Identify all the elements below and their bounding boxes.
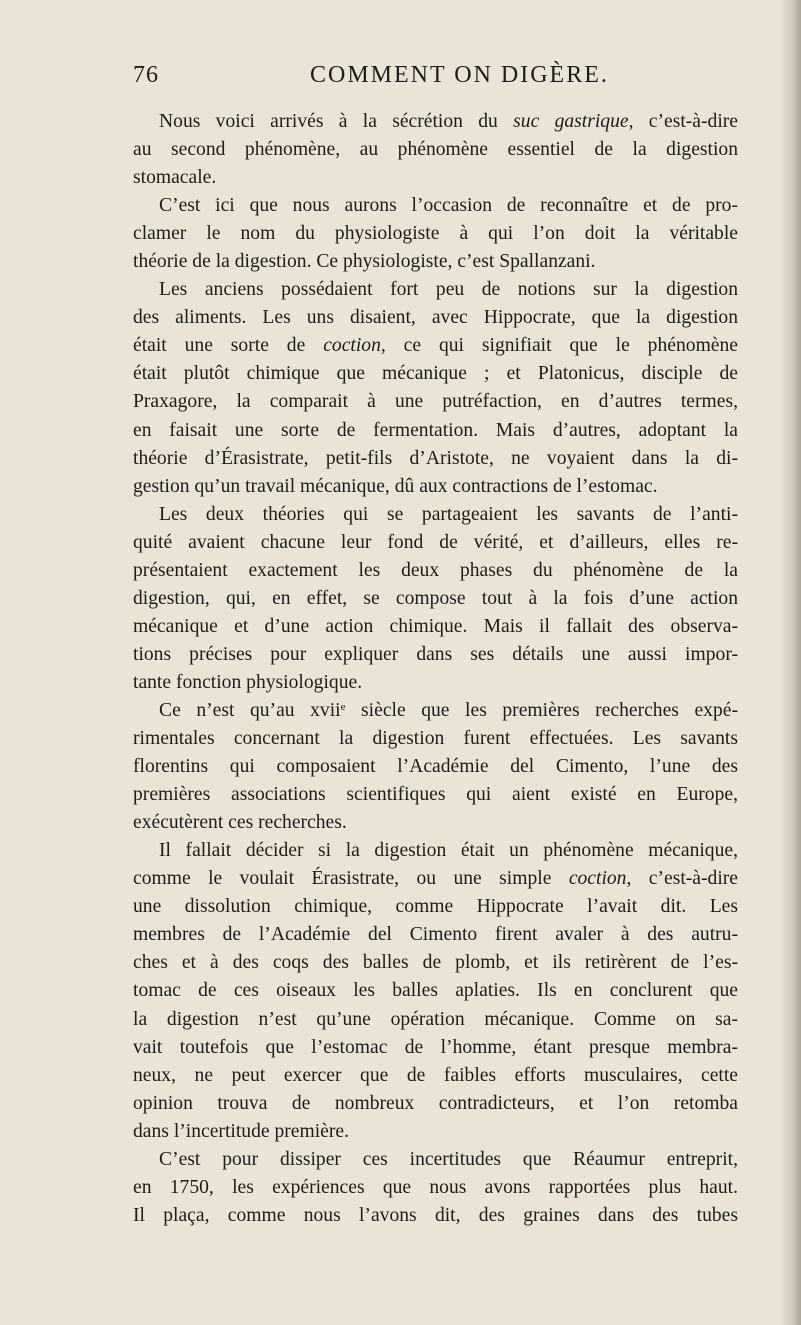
text-line: théorie de la digestion. Ce physiologiste, c’est Spallanzani. (133, 251, 596, 273)
text-line: au second phénomène, au phénomène essentiel de la digestion (133, 139, 738, 161)
text-line: une dissolution chimique, comme Hippocrate l’avait dit. Les (133, 896, 738, 918)
text-line: la digestion n’est qu’une opération mécanique. Comme on sa- (133, 1008, 738, 1030)
text-line: Les deux théories qui se partageaient les savants de l’anti- (159, 503, 738, 525)
text-line: théorie d’Érasistrate, petit-fils d’Aristote, ne voyaient dans la di- (133, 447, 738, 469)
text-line: présentaient exactement les deux phases du phénomène de la (133, 559, 738, 581)
text-line: neux, ne peut exercer que de faibles efforts musculaires, cette (133, 1064, 738, 1086)
text-line: tante fonction physiologique. (133, 671, 363, 693)
text-line: C’est pour dissiper ces incertitudes que Réaumur entreprit, (159, 1148, 738, 1170)
text-line: Il fallait décider si la digestion était un phénomène mécanique, (159, 840, 738, 862)
text-line: en 1750, les expériences que nous avons rapportées plus haut. (133, 1176, 738, 1198)
page-edge-shadow (779, 0, 801, 1325)
text-line: vait toutefois que l’estomac de l’homme, étant presque membra- (133, 1036, 738, 1058)
text-line: était une sorte de coction, ce qui signifiait que le phénomène (133, 335, 738, 357)
text-line: ches et à des coqs des balles de plomb, et ils retirèrent de l’es- (133, 952, 738, 974)
text-line: digestion, qui, en effet, se compose tout à la fois d’une action (133, 587, 738, 609)
text-line: rimentales concernant la digestion furent effectuées. Les savants (133, 728, 738, 750)
text-line: gestion qu’un travail mécanique, dû aux contractions de l’estomac. (133, 475, 658, 497)
text-line: C’est ici que nous aurons l’occasion de reconnaître et de pro- (159, 195, 738, 217)
text-line: tomac de ces oiseaux les balles aplaties. Ils en conclurent que (133, 980, 738, 1002)
page-number: 76 (133, 62, 159, 88)
text-line: Les anciens possédaient fort peu de notions sur la digestion (159, 279, 738, 301)
text-line: quité avaient chacune leur fond de vérité, et d’ailleurs, elles re- (133, 531, 738, 553)
text-line: en faisait une sorte de fermentation. Mais d’autres, adoptant la (133, 419, 738, 441)
text-line: était plutôt chimique que mécanique ; et Platonicus, disciple de (133, 363, 738, 385)
text-line: exécutèrent ces recherches. (133, 812, 347, 834)
text-line: mécanique et d’une action chimique. Mais il fallait des observa- (133, 615, 738, 637)
page-header (0, 62, 801, 98)
body-text (133, 108, 738, 1230)
text-line: Praxagore, la comparait à une putréfaction, en d’autres termes, (133, 391, 738, 413)
text-line: tions précises pour expliquer dans ses détails une aussi impor- (133, 643, 738, 665)
text-line: Ce n’est qu’au xvii$^e$ siècle que les premières recherches expé- (159, 699, 738, 721)
text-line: des aliments. Les uns disaient, avec Hippocrate, que la digestion (133, 307, 738, 329)
text-line: Il plaça, comme nous l’avons dit, des graines dans des tubes (133, 1204, 738, 1226)
text-line: florentins qui composaient l’Académie del Cimento, l’une des (133, 756, 738, 778)
text-line: dans l’incertitude première. (133, 1120, 349, 1142)
text-line: clamer le nom du physiologiste à qui l’on doit la véritable (133, 223, 738, 245)
text-line: comme le voulait Érasistrate, ou une simple coction, c’est-à-dire (133, 868, 738, 890)
text-line: opinion trouva de nombreux contradicteurs, et l’on retomba (133, 1092, 738, 1114)
text-line: Nous voici arrivés à la sécrétion du suc gastrique, c’est-à-dire (159, 111, 738, 132)
running-title: COMMENT ON DIGÈRE. (310, 62, 609, 88)
text-line: membres de l’Académie del Cimento firent avaler à des autru- (133, 924, 738, 946)
text-line: stomacale. (133, 167, 217, 189)
text-line: premières associations scientifiques qui aient existé en Europe, (133, 784, 738, 806)
